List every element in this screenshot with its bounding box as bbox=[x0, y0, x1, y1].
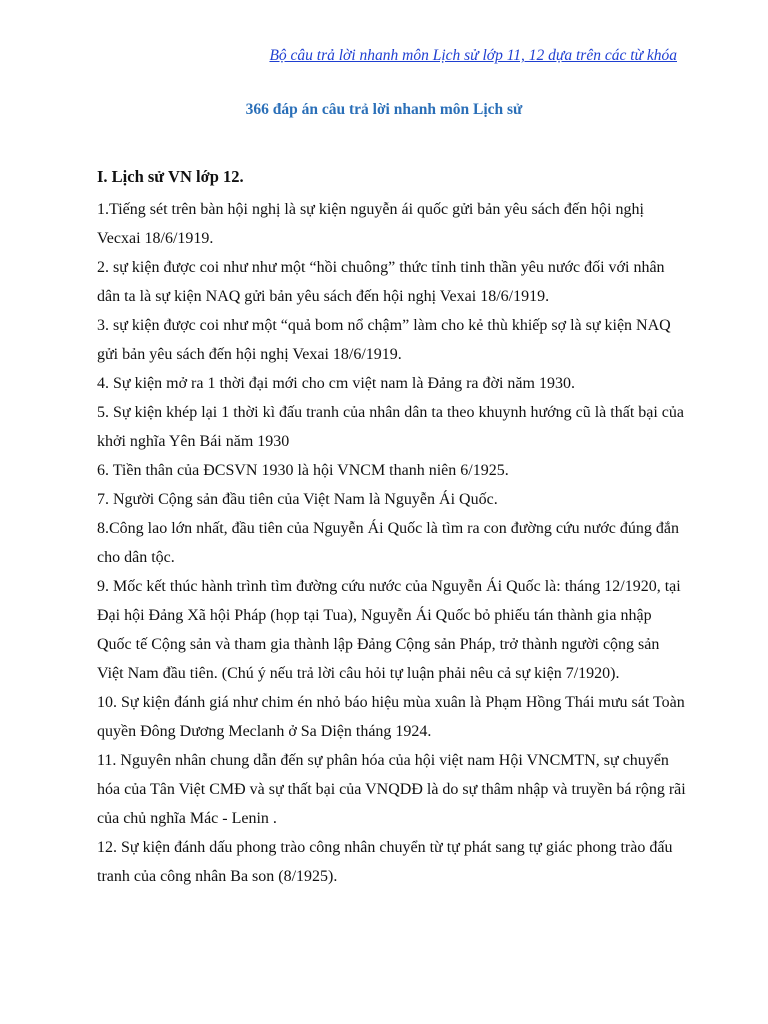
list-item-10: 10. Sự kiện đánh giá như chim én nhỏ báo hiệu mùa xuân là Phạm Hồng Thái mưu sát Toàn quyền Đông Dương Meclanh ở Sa Diện tháng 1924. bbox=[97, 694, 685, 740]
list-item-9: 9. Mốc kết thúc hành trình tìm đường cứu nước của Nguyễn Ái Quốc là: tháng 12/1920, tại Đại hội Đảng Xã hội Pháp (họp tại Tua), Nguyễn Ái Quốc bỏ phiếu tán thành gia nhập Quốc tế Cộng sản và tham gia thành lập Đảng Cộng sản Pháp, trở thành người cộng sản Việt Nam đầu tiên. (Chú ý nếu trả lời câu hỏi tự luận phải nêu cả sự kiện 7/1920). bbox=[97, 578, 681, 682]
list-item-4: 4. Sự kiện mở ra 1 thời đại mới cho cm việt nam là Đảng ra đời năm 1930. bbox=[97, 375, 575, 392]
list-item-8: 8.Công lao lớn nhất, đầu tiên của Nguyễn Ái Quốc là tìm ra con đường cứu nước đúng đắn cho dân tộc. bbox=[97, 520, 679, 566]
list-item-2: 2. sự kiện được coi như như một “hồi chuông” thức tỉnh tinh thần yêu nước đối với nhân dân ta là sự kiện NAQ gửi bản yêu sách đến hội nghị Vexai 18/6/1919. bbox=[97, 259, 665, 305]
document-subtitle: 366 đáp án câu trả lời nhanh môn Lịch sử bbox=[245, 101, 523, 118]
list-item-3: 3. sự kiện được coi như một “quả bom nổ chậm” làm cho kẻ thù khiếp sợ là sự kiện NAQ gửi bản yêu sách đến hội nghị Vexai 18/6/1919. bbox=[97, 317, 671, 363]
list-item-5: 5. Sự kiện khép lại 1 thời kì đấu tranh của nhân dân ta theo khuynh hướng cũ là thất bại của khởi nghĩa Yên Bái năm 1930 bbox=[97, 404, 685, 450]
section-heading: I. Lịch sử VN lớp 12. bbox=[97, 167, 244, 186]
list-item-12: 12. Sự kiện đánh dấu phong trào công nhân chuyển từ tự phát sang tự giác phong trào đấu tranh của công nhân Ba son (8/1925). bbox=[97, 839, 673, 885]
document-body bbox=[97, 166, 687, 891]
list-item-6: 6. Tiền thân của ĐCSVN 1930 là hội VNCM thanh niên 6/1925. bbox=[97, 462, 509, 479]
document-title-link[interactable]: Bộ câu trả lời nhanh môn Lịch sử lớp 11, 12 dựa trên các từ khóa bbox=[269, 47, 677, 64]
list-item-11: 11. Nguyên nhân chung dẫn đến sự phân hóa của hội việt nam Hội VNCMTN, sự chuyển hóa của Tân Việt CMĐ và sự thất bại của VNQDĐ là do sự thâm nhập và truyền bá rộng rãi của chủ nghĩa Mác - Lenin . bbox=[97, 752, 686, 827]
list-item-7: 7. Người Cộng sản đầu tiên của Việt Nam là Nguyễn Ái Quốc. bbox=[97, 491, 498, 508]
list-item-1: 1.Tiếng sét trên bàn hội nghị là sự kiện nguyễn ái quốc gửi bản yêu sách đến hội nghị Vecxai 18/6/1919. bbox=[97, 201, 644, 247]
